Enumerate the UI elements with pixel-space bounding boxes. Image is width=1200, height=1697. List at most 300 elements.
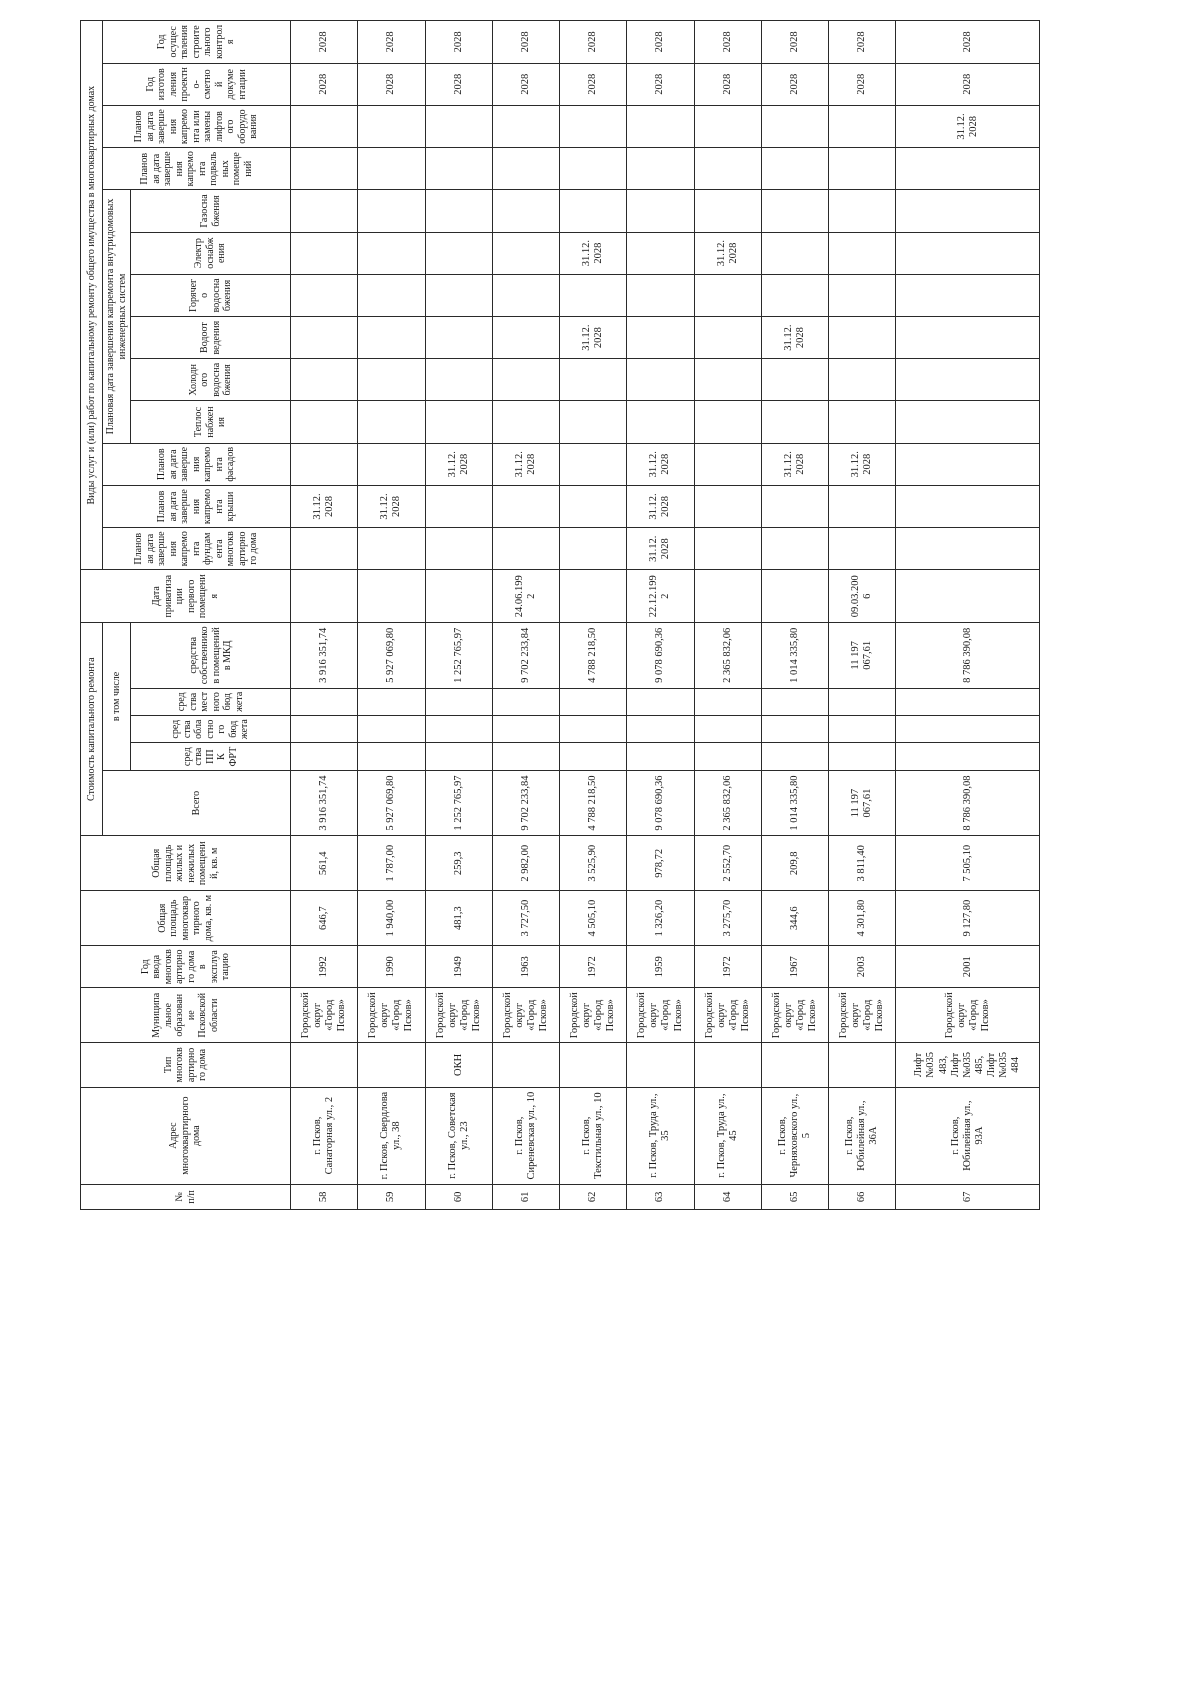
cell-type bbox=[560, 1043, 627, 1087]
header-hot-water: Горячего водоснабжения bbox=[131, 274, 291, 316]
cell-cost-total bbox=[694, 770, 761, 835]
cell-text: г. Псков, Сиреневская ул., 10 bbox=[513, 1091, 537, 1180]
cell-hot-water bbox=[627, 274, 694, 316]
cell-control-year bbox=[761, 21, 828, 64]
cell-municipality bbox=[358, 988, 425, 1043]
cell-text: 3 525,90 bbox=[587, 844, 599, 882]
cell-text: 9 127,80 bbox=[961, 899, 973, 937]
cell-psd-year bbox=[896, 63, 1040, 105]
cell-gas bbox=[829, 190, 896, 232]
cell-cost-fund bbox=[492, 743, 559, 770]
cell-cold-water bbox=[291, 359, 358, 401]
cell-text: 9 702 233,84 bbox=[519, 775, 531, 831]
cell-num bbox=[829, 1184, 896, 1209]
cell-cost-fund bbox=[425, 743, 492, 770]
cell-basement bbox=[492, 148, 559, 190]
cell-control-year bbox=[627, 21, 694, 64]
cell-text: 31.12. 2028 bbox=[581, 240, 605, 267]
cell-address bbox=[627, 1087, 694, 1184]
cell-sewer bbox=[560, 317, 627, 359]
cell-facade bbox=[896, 443, 1040, 485]
cell-text: 9 702 233,84 bbox=[519, 627, 531, 683]
cell-basement bbox=[291, 148, 358, 190]
cell-text: 31.12. 2028 bbox=[581, 324, 605, 351]
cell-hot-water bbox=[560, 274, 627, 316]
cell-cost-fund bbox=[761, 743, 828, 770]
cell-text: 59 bbox=[385, 1191, 397, 1203]
cell-facade bbox=[358, 443, 425, 485]
table-row bbox=[560, 21, 627, 1210]
cell-electric bbox=[627, 232, 694, 274]
cell-foundation bbox=[291, 528, 358, 570]
cell-cost-region bbox=[761, 715, 828, 742]
cell-psd-year bbox=[291, 63, 358, 105]
header-municipality: Муниципальное образование Псковской области bbox=[81, 988, 291, 1043]
cell-cold-water bbox=[896, 359, 1040, 401]
cell-hot-water bbox=[358, 274, 425, 316]
cell-foundation bbox=[896, 528, 1040, 570]
cell-text: 2028 bbox=[385, 31, 397, 53]
cell-cost-fund bbox=[896, 743, 1040, 770]
cell-text: 1967 bbox=[788, 956, 800, 978]
cell-electric bbox=[896, 232, 1040, 274]
cell-text: Городской округ «Город Псков» bbox=[569, 992, 617, 1039]
cell-electric bbox=[492, 232, 559, 274]
cell-cost-total bbox=[896, 770, 1040, 835]
cell-psd-year bbox=[358, 63, 425, 105]
cell-rooms-area bbox=[291, 836, 358, 891]
cell-type bbox=[896, 1043, 1040, 1087]
cell-text: Городской округ «Город Псков» bbox=[636, 992, 684, 1039]
cell-roof bbox=[761, 485, 828, 527]
header-cost-total: Всего bbox=[103, 770, 291, 835]
cell-text: г. Псков, Труда ул., 35 bbox=[648, 1093, 672, 1178]
cell-elevator bbox=[560, 105, 627, 147]
cell-year bbox=[829, 946, 896, 988]
cell-year bbox=[627, 946, 694, 988]
cell-elevator bbox=[627, 105, 694, 147]
cell-text: 4 505,10 bbox=[587, 899, 599, 937]
cell-cost-region bbox=[560, 715, 627, 742]
cell-text: 561,4 bbox=[318, 851, 330, 876]
cell-text: 2028 bbox=[654, 31, 666, 53]
cell-roof bbox=[492, 485, 559, 527]
cell-control-year bbox=[492, 21, 559, 64]
table-row bbox=[358, 21, 425, 1210]
cell-elevator bbox=[492, 105, 559, 147]
cell-text: 58 bbox=[318, 1191, 330, 1203]
header-control-year: Год осуществления строительного контроля bbox=[103, 21, 291, 64]
cell-elevator bbox=[829, 105, 896, 147]
cell-text: 3 275,70 bbox=[721, 899, 733, 937]
header-facade: Плановая дата завершения капремонта фасадов bbox=[103, 443, 291, 485]
cell-text: 31.12. 2028 bbox=[379, 493, 403, 520]
cell-year bbox=[694, 946, 761, 988]
cell-text: 2028 bbox=[856, 31, 868, 53]
cell-hot-water bbox=[425, 274, 492, 316]
table-row bbox=[291, 21, 358, 1210]
cell-heat bbox=[896, 401, 1040, 443]
cell-cost-local bbox=[291, 688, 358, 715]
cell-psd-year bbox=[761, 63, 828, 105]
cell-rooms-area bbox=[829, 836, 896, 891]
cell-total-area bbox=[425, 891, 492, 946]
cell-privatization bbox=[829, 570, 896, 623]
cell-cold-water bbox=[425, 359, 492, 401]
cell-text: 2001 bbox=[961, 956, 973, 978]
cell-sewer bbox=[694, 317, 761, 359]
cell-elevator bbox=[896, 105, 1040, 147]
cell-text: 2028 bbox=[961, 73, 973, 95]
cell-text: Городской округ «Город Псков» bbox=[943, 992, 991, 1039]
cell-cost-local bbox=[560, 688, 627, 715]
cell-text: 22.12.199 2 bbox=[648, 575, 672, 618]
cell-control-year bbox=[291, 21, 358, 64]
cell-address bbox=[492, 1087, 559, 1184]
cell-total-area bbox=[829, 891, 896, 946]
cell-text: Городской округ «Город Псков» bbox=[838, 992, 886, 1039]
cell-sewer bbox=[358, 317, 425, 359]
cell-num bbox=[425, 1184, 492, 1209]
cell-cost-region bbox=[896, 715, 1040, 742]
cell-cost-total bbox=[761, 770, 828, 835]
cell-text: г. Псков, Свердлова ул., 38 bbox=[379, 1091, 403, 1180]
cell-year bbox=[896, 946, 1040, 988]
cell-municipality bbox=[560, 988, 627, 1043]
cell-text: 646,7 bbox=[318, 906, 330, 930]
cell-text: г. Псков, Текстильная ул., 10 bbox=[581, 1092, 605, 1179]
cell-hot-water bbox=[492, 274, 559, 316]
cell-heat bbox=[829, 401, 896, 443]
cell-gas bbox=[560, 190, 627, 232]
cell-roof bbox=[291, 485, 358, 527]
repair-register-table bbox=[80, 20, 1040, 1210]
cell-text: 2028 bbox=[587, 31, 599, 53]
cell-address bbox=[829, 1087, 896, 1184]
cell-address bbox=[425, 1087, 492, 1184]
cell-cost-owners bbox=[627, 623, 694, 688]
cell-control-year bbox=[829, 21, 896, 64]
header-group-works: Виды услуг и (или) работ по капитальному ремонту общего имущества в многоквартирных домах bbox=[81, 21, 103, 570]
header-rooms-area: Общая площадь жилых и нежилых помещений, кв. м bbox=[81, 836, 291, 891]
cell-control-year bbox=[694, 21, 761, 64]
cell-text: 2028 bbox=[721, 31, 733, 53]
cell-text: 2028 bbox=[788, 73, 800, 95]
cell-privatization bbox=[291, 570, 358, 623]
cell-text: 63 bbox=[654, 1191, 666, 1203]
cell-text: 31.12. 2028 bbox=[648, 451, 672, 478]
cell-text: 2028 bbox=[519, 31, 531, 53]
cell-text: 60 bbox=[452, 1191, 464, 1203]
cell-text: 1949 bbox=[452, 956, 464, 978]
cell-text: 2 982,00 bbox=[519, 844, 531, 882]
cell-psd-year bbox=[694, 63, 761, 105]
cell-psd-year bbox=[829, 63, 896, 105]
header-group-incl: в том числе bbox=[103, 623, 131, 771]
cell-text: Городской округ «Город Псков» bbox=[501, 992, 549, 1039]
cell-cost-owners bbox=[425, 623, 492, 688]
cell-municipality bbox=[492, 988, 559, 1043]
cell-foundation bbox=[492, 528, 559, 570]
cell-type bbox=[358, 1043, 425, 1087]
cell-rooms-area bbox=[896, 836, 1040, 891]
cell-facade bbox=[492, 443, 559, 485]
cell-text: 67 bbox=[961, 1191, 973, 1203]
cell-cost-fund bbox=[627, 743, 694, 770]
cell-foundation bbox=[425, 528, 492, 570]
cell-text: г. Псков, Труда ул., 45 bbox=[715, 1093, 739, 1178]
cell-text: 62 bbox=[587, 1191, 599, 1203]
cell-rooms-area bbox=[694, 836, 761, 891]
cell-text: 7 505,10 bbox=[961, 844, 973, 882]
cell-num bbox=[896, 1184, 1040, 1209]
cell-basement bbox=[425, 148, 492, 190]
cell-gas bbox=[627, 190, 694, 232]
cell-cost-region bbox=[291, 715, 358, 742]
cell-text: 66 bbox=[856, 1191, 868, 1203]
table-header bbox=[81, 21, 291, 1210]
cell-privatization bbox=[627, 570, 694, 623]
cell-elevator bbox=[761, 105, 828, 147]
cell-num bbox=[492, 1184, 559, 1209]
cell-year bbox=[358, 946, 425, 988]
cell-municipality bbox=[291, 988, 358, 1043]
cell-text: 1972 bbox=[587, 956, 599, 978]
cell-text: 65 bbox=[788, 1191, 800, 1203]
cell-hot-water bbox=[829, 274, 896, 316]
cell-type bbox=[761, 1043, 828, 1087]
cell-text: Городской округ «Город Псков» bbox=[300, 992, 348, 1039]
table-row bbox=[492, 21, 559, 1210]
header-foundation: Плановая дата завершения капремонта фундамента многоквартирного дома bbox=[103, 528, 291, 570]
cell-cost-local bbox=[492, 688, 559, 715]
cell-text: 31.12. 2028 bbox=[648, 493, 672, 520]
cell-hot-water bbox=[896, 274, 1040, 316]
cell-psd-year bbox=[492, 63, 559, 105]
cell-text: 2 365 832,06 bbox=[721, 775, 733, 831]
cell-municipality bbox=[761, 988, 828, 1043]
cell-heat bbox=[627, 401, 694, 443]
cell-text: 09.03.200 6 bbox=[850, 575, 874, 618]
cell-privatization bbox=[358, 570, 425, 623]
cell-text: Городской округ «Город Псков» bbox=[770, 992, 819, 1039]
cell-facade bbox=[291, 443, 358, 485]
cell-text: 2028 bbox=[856, 73, 868, 95]
cell-cost-local bbox=[627, 688, 694, 715]
cell-cost-owners bbox=[358, 623, 425, 688]
cell-roof bbox=[896, 485, 1040, 527]
cell-num bbox=[761, 1184, 828, 1209]
cell-psd-year bbox=[560, 63, 627, 105]
cell-total-area bbox=[761, 891, 828, 946]
cell-facade bbox=[627, 443, 694, 485]
rotated-table-wrapper bbox=[80, 20, 1040, 1210]
cell-text: 344,6 bbox=[788, 906, 800, 930]
cell-cost-local bbox=[358, 688, 425, 715]
cell-type bbox=[492, 1043, 559, 1087]
header-sewer: Водоотведения bbox=[131, 317, 291, 359]
cell-cost-total bbox=[492, 770, 559, 835]
cell-text: 1 787,00 bbox=[385, 844, 397, 882]
cell-text: 2 365 832,06 bbox=[721, 627, 733, 683]
cell-municipality bbox=[829, 988, 896, 1043]
cell-year bbox=[291, 946, 358, 988]
cell-text: 259,3 bbox=[452, 851, 464, 876]
cell-text: 4 301,80 bbox=[856, 899, 868, 937]
cell-text: 2 552,70 bbox=[721, 844, 733, 882]
header-year: Год ввода многоквартирного дома в эксплуатацию bbox=[81, 946, 291, 988]
cell-text: 1 940,00 bbox=[385, 899, 397, 937]
cell-privatization bbox=[694, 570, 761, 623]
header-group-cost: Стоимость капитального ремонта bbox=[81, 623, 103, 836]
cell-cost-fund bbox=[358, 743, 425, 770]
cell-cost-total bbox=[829, 770, 896, 835]
cell-electric bbox=[291, 232, 358, 274]
cell-text: 2028 bbox=[721, 73, 733, 95]
cell-cost-owners bbox=[492, 623, 559, 688]
cell-text: 3 916 351,74 bbox=[318, 627, 330, 683]
cell-text: 978,72 bbox=[654, 848, 666, 878]
table-body bbox=[291, 21, 1040, 1210]
cell-text: 2028 bbox=[452, 73, 464, 95]
cell-address bbox=[694, 1087, 761, 1184]
cell-text: 2028 bbox=[788, 31, 800, 53]
cell-hot-water bbox=[291, 274, 358, 316]
cell-gas bbox=[425, 190, 492, 232]
cell-text: 209,8 bbox=[788, 851, 800, 876]
cell-text: 2028 bbox=[961, 31, 973, 53]
cell-text: 2028 bbox=[587, 73, 599, 95]
cell-municipality bbox=[896, 988, 1040, 1043]
cell-control-year bbox=[358, 21, 425, 64]
cell-gas bbox=[492, 190, 559, 232]
cell-total-area bbox=[492, 891, 559, 946]
cell-heat bbox=[358, 401, 425, 443]
cell-text: г. Псков, Советская ул., 23 bbox=[446, 1092, 470, 1179]
cell-foundation bbox=[560, 528, 627, 570]
header-cost-local: средства местного бюджета bbox=[131, 688, 291, 715]
cell-text: г. Псков, Юбилейная ул., 36А bbox=[844, 1100, 880, 1171]
cell-total-area bbox=[627, 891, 694, 946]
cell-text: 5 927 069,80 bbox=[385, 775, 397, 831]
cell-rooms-area bbox=[358, 836, 425, 891]
cell-cost-local bbox=[896, 688, 1040, 715]
header-cost-fund: средства ППК ФРТ bbox=[131, 743, 291, 770]
cell-sewer bbox=[425, 317, 492, 359]
cell-heat bbox=[291, 401, 358, 443]
cell-text: г. Псков, Санаторная ул., 2 bbox=[312, 1096, 336, 1175]
cell-rooms-area bbox=[627, 836, 694, 891]
cell-text: 1992 bbox=[318, 956, 330, 978]
cell-text: г. Псков, Черняховского ул., 5 bbox=[776, 1093, 813, 1178]
cell-elevator bbox=[291, 105, 358, 147]
cell-heat bbox=[694, 401, 761, 443]
cell-text: 31.12. 2028 bbox=[312, 493, 336, 520]
cell-rooms-area bbox=[425, 836, 492, 891]
cell-cost-total bbox=[425, 770, 492, 835]
cell-heat bbox=[425, 401, 492, 443]
cell-cost-fund bbox=[694, 743, 761, 770]
cell-year bbox=[560, 946, 627, 988]
cell-type bbox=[829, 1043, 896, 1087]
cell-text: 3 916 351,74 bbox=[318, 775, 330, 831]
header-electric: Электроснабжения bbox=[131, 232, 291, 274]
cell-sewer bbox=[761, 317, 828, 359]
cell-text: 4 788 218,50 bbox=[587, 627, 599, 683]
cell-cost-fund bbox=[291, 743, 358, 770]
cell-cost-region bbox=[425, 715, 492, 742]
cell-text: 31.12. 2028 bbox=[850, 451, 874, 478]
cell-total-area bbox=[694, 891, 761, 946]
cell-text: 31.12. 2028 bbox=[955, 113, 979, 140]
cell-electric bbox=[425, 232, 492, 274]
cell-hot-water bbox=[761, 274, 828, 316]
cell-text: 3 727,50 bbox=[519, 899, 531, 937]
cell-text: 9 078 690,36 bbox=[654, 775, 666, 831]
cell-electric bbox=[694, 232, 761, 274]
cell-text: г. Псков, Юбилейная ул., 93А bbox=[949, 1100, 985, 1171]
cell-control-year bbox=[560, 21, 627, 64]
cell-electric bbox=[358, 232, 425, 274]
cell-gas bbox=[896, 190, 1040, 232]
cell-privatization bbox=[896, 570, 1040, 623]
cell-facade bbox=[694, 443, 761, 485]
cell-text: ОКН bbox=[452, 1053, 464, 1076]
cell-control-year bbox=[896, 21, 1040, 64]
cell-total-area bbox=[560, 891, 627, 946]
cell-sewer bbox=[627, 317, 694, 359]
cell-text: 1 014 335,80 bbox=[788, 775, 800, 831]
cell-foundation bbox=[694, 528, 761, 570]
header-gas: Газоснабжения bbox=[131, 190, 291, 232]
cell-total-area bbox=[896, 891, 1040, 946]
cell-text: 1 014 335,80 bbox=[788, 627, 800, 683]
cell-text: 31.12. 2028 bbox=[446, 451, 470, 478]
cell-roof bbox=[560, 485, 627, 527]
cell-type bbox=[627, 1043, 694, 1087]
cell-municipality bbox=[694, 988, 761, 1043]
header-total-area: Общая площадь многоквартирного дома, кв. м bbox=[81, 891, 291, 946]
cell-text: 3 811,40 bbox=[856, 845, 868, 882]
cell-address bbox=[358, 1087, 425, 1184]
cell-text: 31.12. 2028 bbox=[513, 451, 537, 478]
cell-sewer bbox=[291, 317, 358, 359]
cell-foundation bbox=[627, 528, 694, 570]
cell-facade bbox=[425, 443, 492, 485]
cell-cost-local bbox=[829, 688, 896, 715]
cell-basement bbox=[829, 148, 896, 190]
header-num: № п/п bbox=[81, 1184, 291, 1209]
cell-text: 1 252 765,97 bbox=[452, 775, 464, 831]
cell-cold-water bbox=[694, 359, 761, 401]
header-psd-year: Год изготовления проектно-сметной документации bbox=[103, 63, 291, 105]
cell-elevator bbox=[358, 105, 425, 147]
table-row bbox=[896, 21, 1040, 1210]
cell-cold-water bbox=[560, 359, 627, 401]
cell-elevator bbox=[425, 105, 492, 147]
cell-electric bbox=[829, 232, 896, 274]
cell-roof bbox=[627, 485, 694, 527]
cell-cost-region bbox=[694, 715, 761, 742]
cell-cost-fund bbox=[560, 743, 627, 770]
cell-text: 31.12. 2028 bbox=[648, 535, 672, 562]
cell-text: 1 252 765,97 bbox=[452, 627, 464, 683]
cell-gas bbox=[761, 190, 828, 232]
cell-sewer bbox=[896, 317, 1040, 359]
cell-text: 8 786 390,08 bbox=[961, 627, 973, 683]
cell-type bbox=[425, 1043, 492, 1087]
cell-rooms-area bbox=[560, 836, 627, 891]
